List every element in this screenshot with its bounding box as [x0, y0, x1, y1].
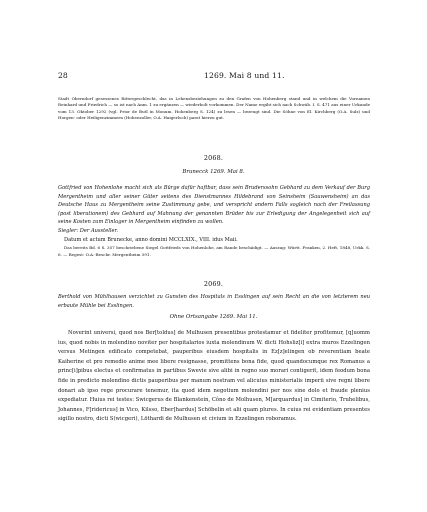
- previous-note-text: Stadt Oberndorf gesessenes Rittergeschlecht, das in Lehensbeziehungen zu den Grafen von Hohenberg stand und in welchem die Vornamen Reinhard und Friedrich — so ist nach Anm. 1 zu ergänzen — wiederholt vorkommen. Der Name ergibt sich nach Schwäb. I. S. 471 aus einer Urkunde vom 13. Oktober 1292 (vgl. Prior de Butl in Monum. Hohenberg S. 124) zu lesen — bezeugt sind. Die Söhne von El. Kirchberg (O.A. Sulz) und Horgen- oder Heiligenzimmern (Hohenzoller, O.A. Haigerloch) passt hierzu gut.: [58, 96, 370, 121]
- document-number-2068: 2068.: [203, 154, 224, 162]
- page-header: [58, 71, 370, 81]
- document-2068: [58, 184, 370, 258]
- document-dateline-2069: Ohne Ortsangabe 1269. Mai 11.: [169, 314, 258, 320]
- document-number-2069: 2069.: [203, 280, 224, 288]
- document-2069-body: [58, 329, 370, 425]
- note-2068: Das bereits Bd. 6 S. 357 beschriebene Siegel Gottfrieds von Hohenlohe, am Rande beschädigt. — Auszug: Württ. Franken, 2. Heft, 1848, Urkk. S. 6. — Regest: O.A.-Beschr. Mergentheim 391.: [58, 245, 370, 257]
- datum-2068: Datum et actum Brunecke, anno domini MCCLXIX., VIII. idus Maii.: [64, 236, 238, 243]
- sealer-2068: Siegler: Der Aussteller.: [58, 227, 118, 234]
- document-2069-regest-block: [58, 293, 370, 310]
- running-title: 1269. Mai 8 und 11.: [204, 71, 285, 80]
- previous-footnote: [58, 96, 370, 122]
- charter-text-2069: Noverint universi, quod nos Ber[toldus] de Mulhusen presentibus protestamur et fideliter profitemur, [q]uomm ius, quod nobis in molendino noviter per hospitalarios iuxta molendinum W. dicti Hohsliz[i] extra muros Ezzelingen versus Metingen edificato competebat, pauperibus eiusdem hospitalis in Ez[z]elingen ob reverentiam beate Kaiherine et pro remedio anime mee libere resignasse, promittens bona fide, quod quandocumque rex Romanus a princ[i]pibus electus et confirmatus in partibus Swevie sive alibi in regno suo morari contigerit, idem feodum bona fide in predicto molendino dictis pauperibus per manum nostram vel alicuius ministerialis imperii sive regni libere donari ab ipso rege procurare tenemur, ita quod idem negotium molendini per nos sine dolo et fraude plenius expediatur. Huius rei testes: Swicgerus de Blankenstein, Côno de Molhusen, M[arquardus] in Cimiterio, Truhelibus, Johannes, F[ridericus] in Vico, Kilsso, Eber[hardus] Schöbelin et alii quam plures. In cuius rei evidentiam presentes sigillo nostro, dicti S(wicgeri), Löthardi de Mulhusen et civium in Ezzelingen roboramus.: [58, 330, 370, 423]
- regest-2068: Gottfried von Hohenlohe macht sich als Bürge dafür haftbar, dass sein Bruderssohn Gebhard zu dem Verkauf der Burg Mergentheim und aller seiner Güter seitens des Dienstmannes Hildebrand von Seinsheim (Sauwensheim) an das Deutsche Haus zu Mergentheim seine Zustimmung gebe, und verspricht andern Falls sogleich nach der Freilassung (post liberationem) des Gebhard auf Mahnung der genannten Brüder bis zur Erledigung der Angelegenheit sich auf seine Kosten zum Einlager in Mergentheim einfinden zu wollen.: [58, 185, 370, 226]
- page-number: 28: [58, 71, 68, 80]
- document-dateline-2068: Brunecck 1269. Mai 8.: [182, 169, 245, 175]
- regest-2069: Berthold von Mühlhausen verzichtet zu Gunsten des Hospitals in Esslingen auf sein Recht an die von letzterem neu erbaute Mühle bei Esslingen.: [58, 294, 370, 309]
